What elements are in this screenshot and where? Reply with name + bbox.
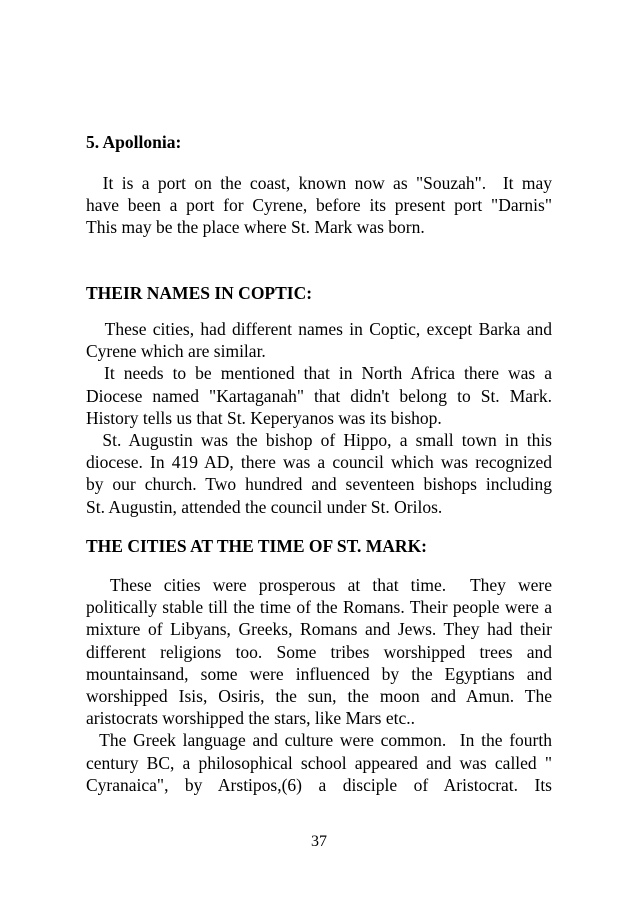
paragraph-kartaganah — [86, 362, 552, 429]
text-line: The Greek language and culture were common. In the fourth — [86, 730, 552, 751]
paragraph-apollonia — [86, 172, 552, 239]
section-heading-apollonia: 5. Apollonia: — [86, 132, 182, 152]
paragraph-greek-language — [86, 729, 552, 796]
text-line: Cyrene which are similar. — [86, 341, 266, 362]
section-heading-coptic-names: THEIR NAMES IN COPTIC: — [86, 283, 313, 303]
text-line: politically stable till the time of the Romans. Their people were a — [86, 597, 552, 618]
section-heading-cities-st-mark: THE CITIES AT THE TIME OF ST. MARK: — [86, 536, 428, 556]
text-line: St. Augustin was the bishop of Hippo, a small town in this — [86, 430, 552, 450]
text-line: century BC, a philosophical school appeared and was called " — [86, 752, 552, 773]
text-line: History tells us that St. Keperyanos was its bishop. — [86, 407, 442, 428]
text-line: worshipped Isis, Osiris, the sun, the moon and Amun. The — [86, 685, 552, 706]
text-line: by our church. Two hundred and seventeen bishops including — [86, 474, 552, 495]
document-page — [86, 0, 552, 904]
text-line: St. Augustin, attended the council under St. Orilos. — [86, 496, 443, 517]
text-line: It is a port on the coast, known now as "Souzah". It may — [86, 173, 552, 193]
text-line: different religions too. Some tribes worshipped trees and — [86, 641, 552, 662]
text-line: diocese. In 419 AD, there was a council which was recognized — [86, 452, 552, 473]
text-line: Diocese named "Kartaganah" that didn't belong to St. Mark. — [86, 385, 552, 406]
paragraph-augustin — [86, 429, 552, 518]
page-number: 37 — [311, 833, 327, 850]
text-line: These cities, had different names in Coptic, except Barka and — [86, 319, 552, 339]
text-line: mixture of Libyans, Greeks, Romans and Jews. They had their — [86, 619, 552, 640]
text-line: mountainsand, some were influenced by the Egyptians and — [86, 663, 552, 684]
text-line: These cities were prosperous at that time. They were — [86, 575, 552, 595]
paragraph-coptic-names — [86, 318, 552, 362]
text-line: This may be the place where St. Mark was born. — [86, 217, 425, 238]
text-line: have been a port for Cyrene, before its present port "Darnis" — [86, 195, 552, 216]
paragraph-prosperous — [86, 574, 552, 729]
text-line: It needs to be mentioned that in North Africa there was a — [86, 363, 552, 384]
text-line: aristocrats worshipped the stars, like Mars etc.. — [86, 708, 416, 729]
text-line: Cyranaica", by Arstipos,(6) a disciple of Aristocrat. Its — [86, 774, 552, 795]
